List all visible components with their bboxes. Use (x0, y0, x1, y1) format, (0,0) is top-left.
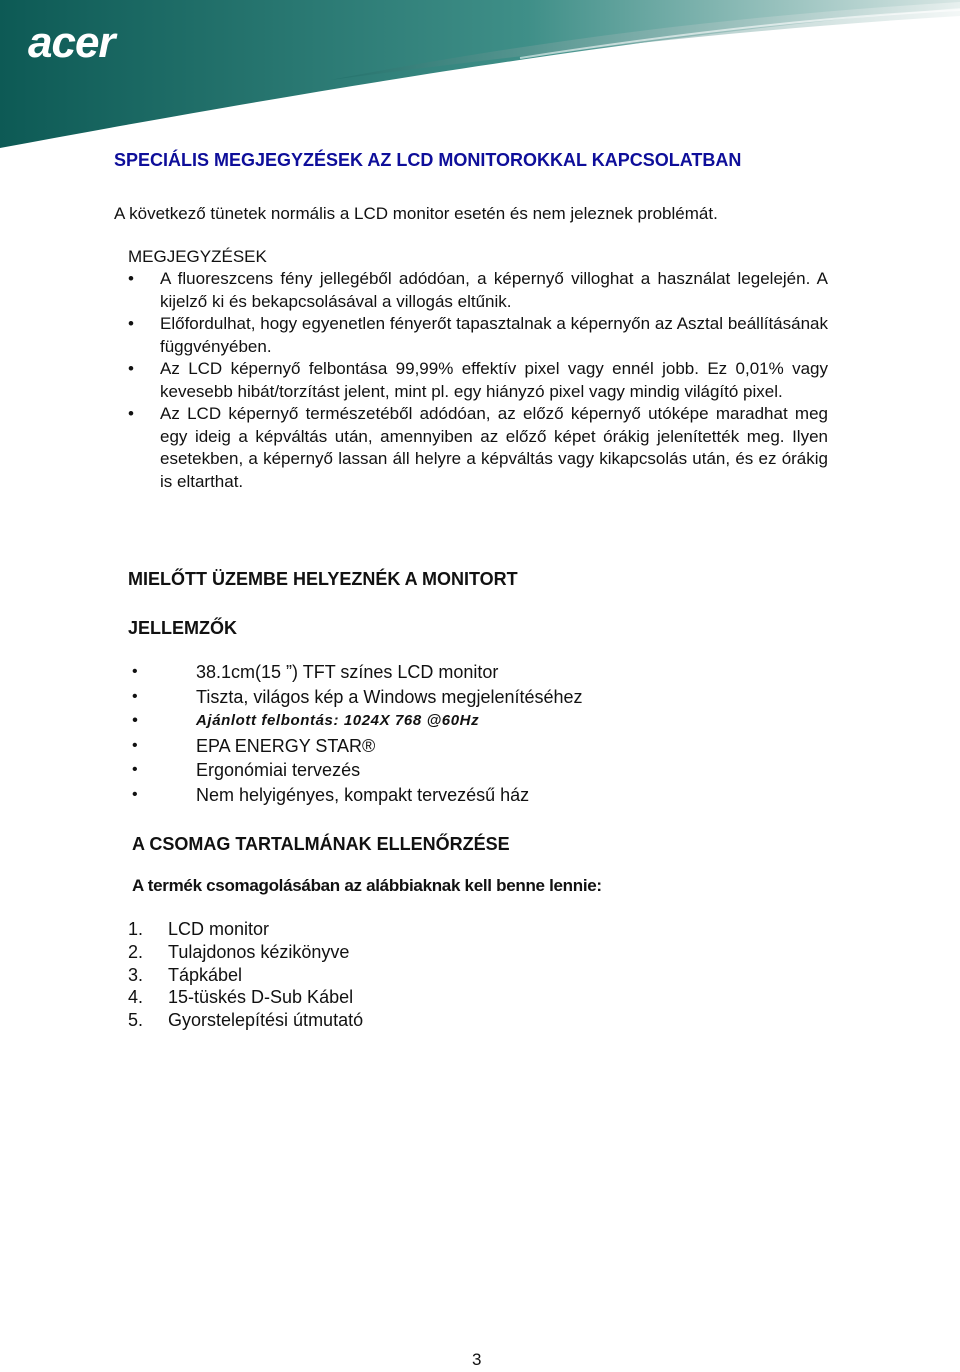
bullet-icon: • (128, 269, 134, 288)
list-item: • Ergonómiai tervezés (132, 760, 361, 781)
package-heading: A CSOMAG TARTALMÁNAK ELLENŐRZÉSE (132, 834, 510, 854)
package-intro: A termék csomagolásában az alábbiaknak kell benne lennie: (132, 876, 602, 895)
list-item: • Előfordulhat, hogy egyenetlen fényerőt tapasztalnak a képernyőn az Asztal beállításának függvényében. (128, 314, 828, 356)
page-number: 3 (472, 1350, 482, 1369)
list-item: • Ajánlott felbontás: 1024X 768 @60Hz (132, 709, 583, 734)
list-item: 5. Gyorstelepítési útmutató (128, 1010, 364, 1031)
page-title: SPECIÁLIS MEGJEGYZÉSEK AZ LCD MONITOROKKAL KAPCSOLATBAN (114, 150, 742, 170)
intro-text: A következő tünetek normális a LCD monitor esetén és nem jeleznek problémát. (114, 204, 718, 223)
header-banner (0, 0, 960, 160)
list-item: • Az LCD képernyő felbontása 99,99% effektív pixel vagy ennél jobb. Ez 0,01% vagy kevesebb hibát/torzítást jelent, mint pl. egy hiányzó pixel vagy mindig világító pixel. (128, 359, 828, 401)
list-item: 3. Tápkábel (128, 964, 243, 985)
list-item: • Tiszta, világos kép a Windows megjelenítéséhez (132, 686, 583, 707)
list-item: 1. LCD monitor (128, 919, 270, 939)
list-item: 4. 15-tüskés D-Sub Kábel (128, 987, 354, 1008)
bullet-icon: • (132, 761, 138, 779)
acer-logo: acer (28, 18, 115, 67)
notes-list (128, 268, 828, 493)
features-list (132, 660, 583, 808)
bullet-icon: • (132, 663, 138, 680)
before-install-heading: MIELŐTT ÜZEMBE HELYEZNÉK A MONITORT (128, 569, 518, 589)
bullet-icon: • (128, 404, 134, 423)
bullet-icon: • (132, 785, 138, 803)
list-item: • Az LCD képernyő természetéből adódóan, az előző képernyő utóképe maradhat meg egy ideig a képváltás után, amennyiben az előző képet órákig jelenítették meg. Ilyen esetekben, a képernyő lassan áll helyre a képváltás vagy kikapcsolás után, és ez órákig is eltarthat. (128, 404, 828, 491)
list-item: • A fluoreszcens fény jellegéből adódóan, a képernyő villoghat a használat legelején. A kijelző ki és bekapcsolásával a villogás eltűnik. (128, 269, 828, 311)
bullet-icon: • (132, 712, 139, 730)
list-item: • Nem helyigényes, kompakt tervezésű ház (132, 784, 530, 805)
bullet-icon: • (128, 359, 134, 378)
bullet-icon: • (132, 687, 138, 705)
bullet-icon: • (128, 314, 134, 333)
bullet-icon: • (132, 736, 138, 754)
list-item: 2. Tulajdonos kézikönyve (128, 941, 350, 962)
package-contents-list (128, 918, 363, 1032)
list-item: • 38.1cm(15 ”) TFT színes LCD monitor (132, 662, 499, 682)
list-item: • EPA ENERGY STAR® (132, 735, 376, 756)
notes-heading: MEGJEGYZÉSEK (128, 247, 267, 266)
features-heading: JELLEMZŐK (128, 618, 238, 638)
